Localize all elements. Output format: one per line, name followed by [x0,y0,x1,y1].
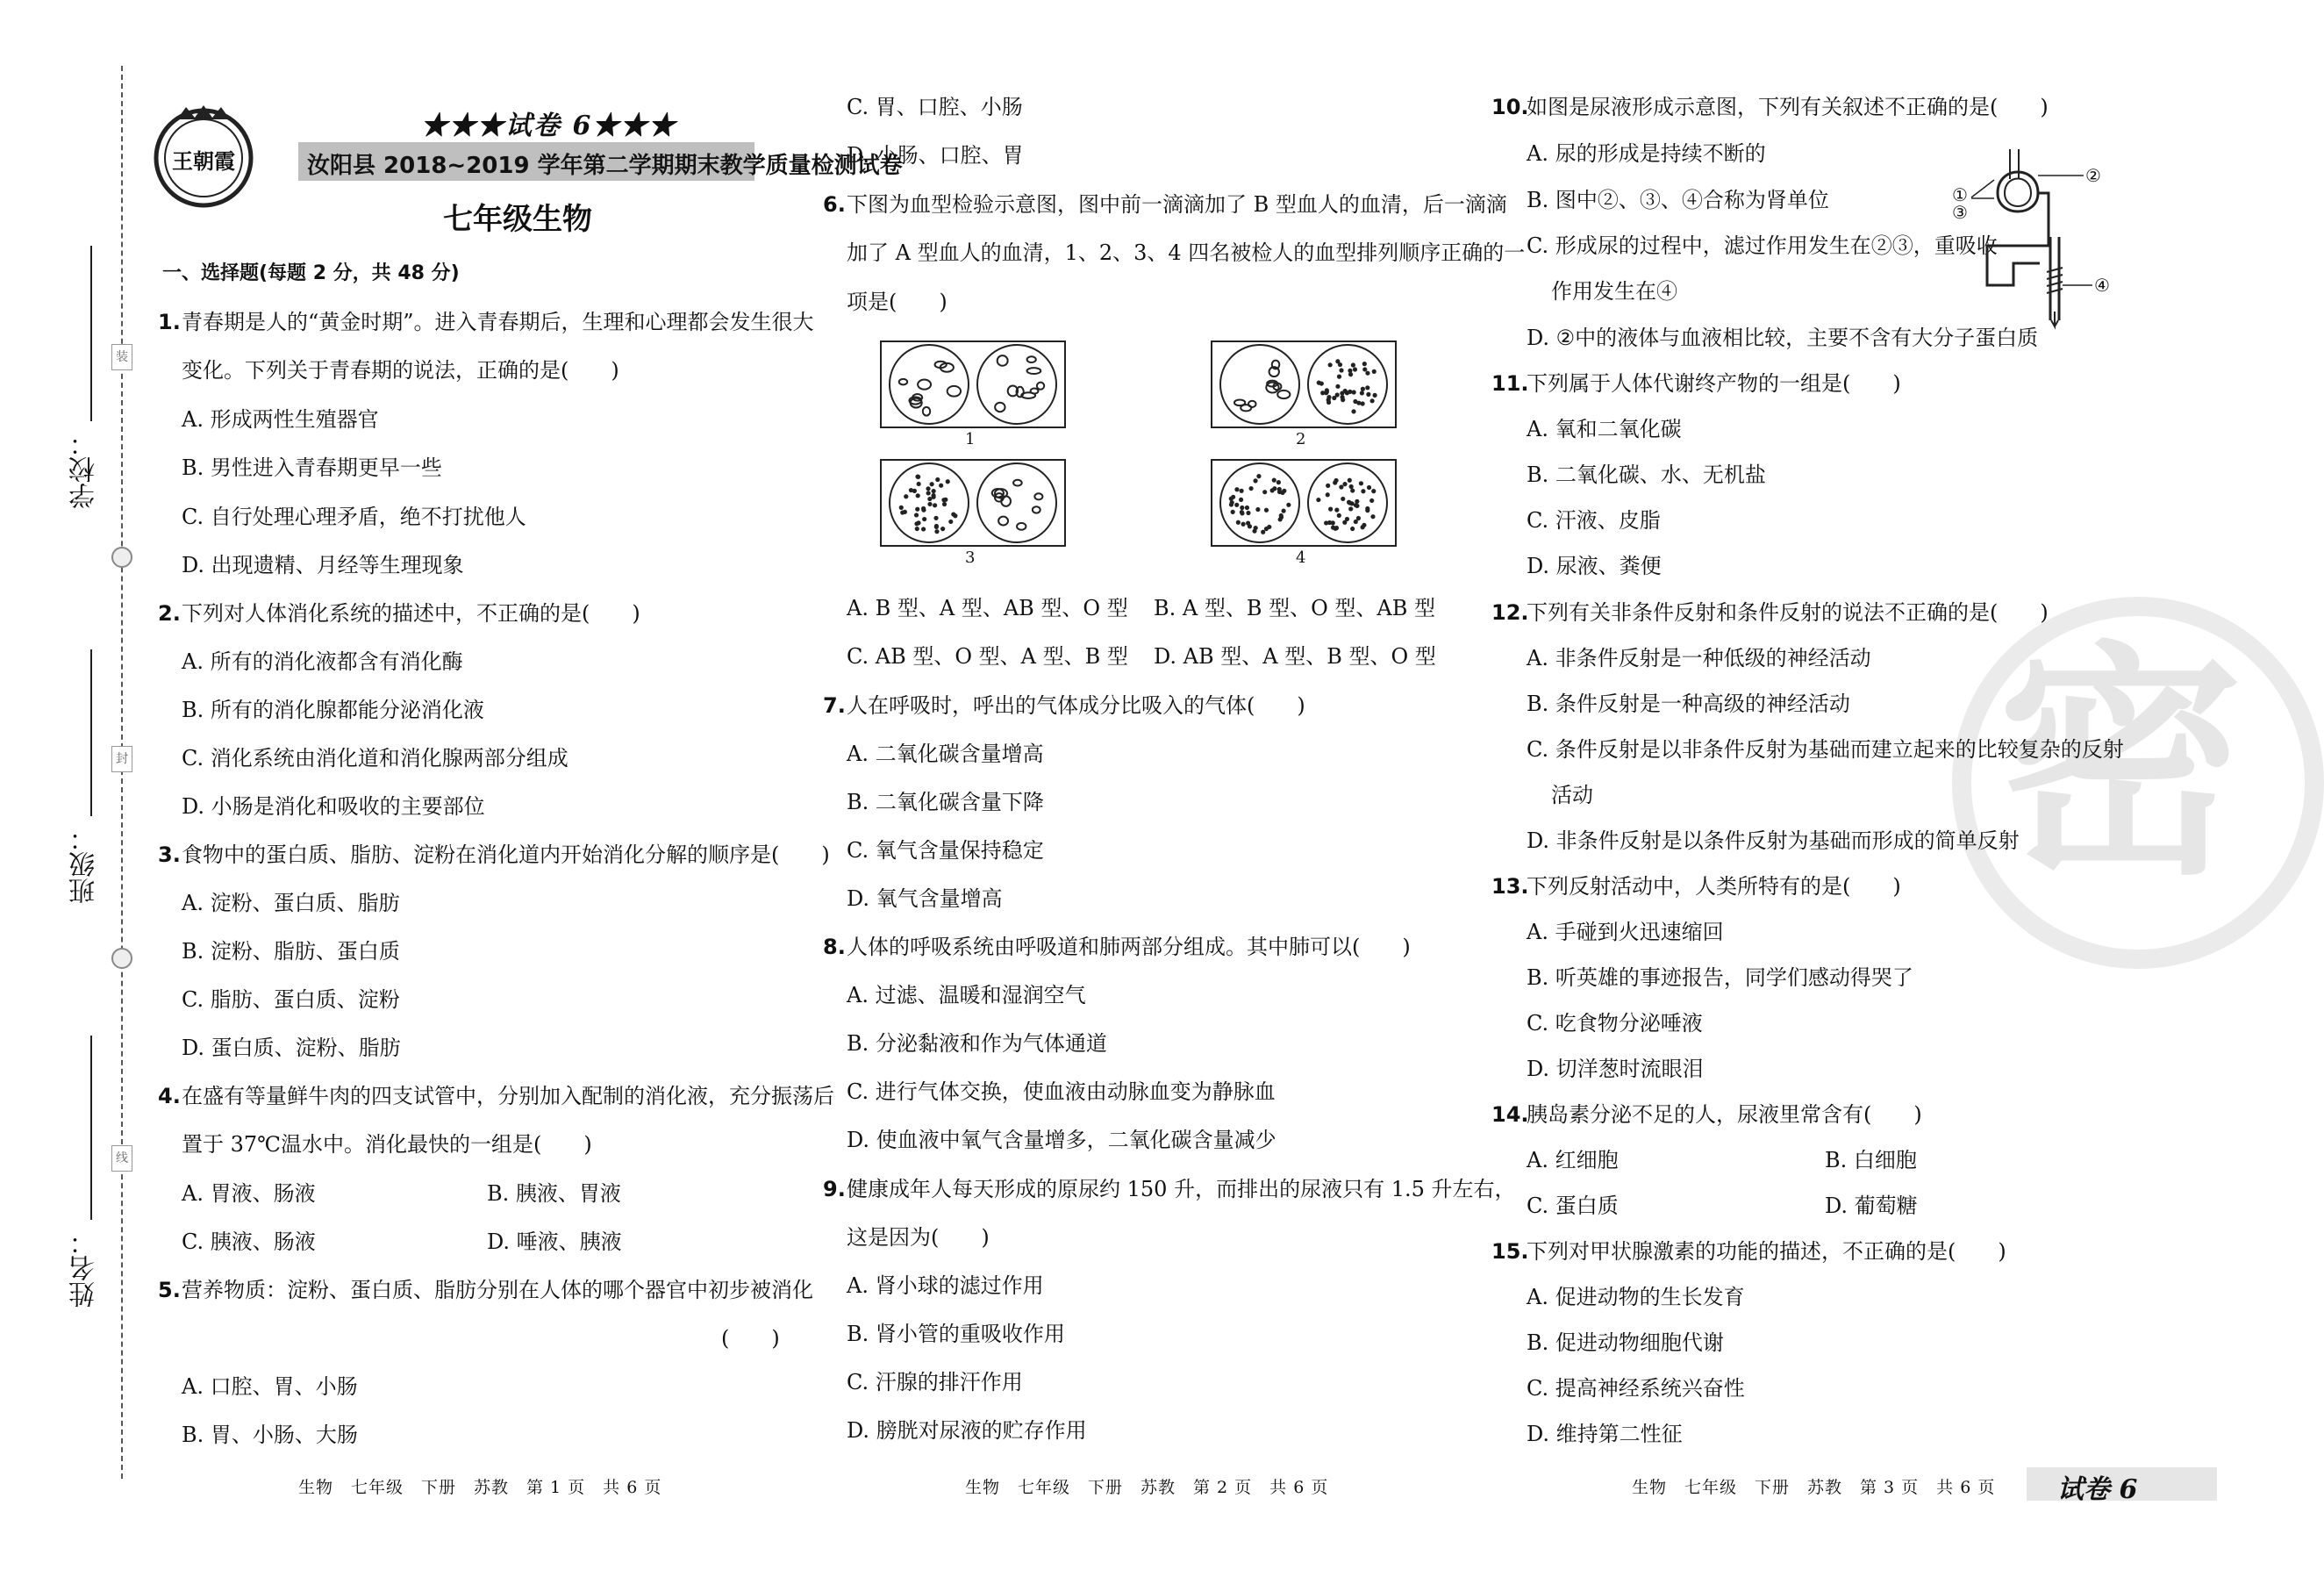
blood-plate-3 [880,459,1066,547]
option-c[interactable]: C. 蛋白质 [1527,1194,1619,1218]
blood-cell [1369,498,1374,503]
question-number: 7. [823,693,846,718]
blood-cell [1367,485,1371,490]
option-c[interactable]: C. 形成尿的过程中，滤过作用发生在②③，重吸收 [1527,233,1998,258]
plate-label-3: 3 [965,548,976,567]
plate-label-1: 1 [965,430,976,448]
blood-cell [939,484,943,488]
option-d[interactable]: D. 小肠是消化和吸收的主要部位 [182,794,485,819]
blood-cell [1240,505,1244,510]
dish [976,462,1057,543]
footer-page-1: 生物 七年级 下册 苏教 第 1 页 共 6 页 [298,1478,662,1497]
school-label: 学校： [69,430,100,509]
blood-cell [947,386,961,397]
option-c-cont: 活动 [1551,783,1593,807]
option-b[interactable]: B. A 型、B 型、O 型、AB 型 [1154,596,1436,620]
question-number: 10. [1491,95,1529,119]
dish [889,462,969,543]
subject-title: 七年级生物 [443,202,592,237]
option-c[interactable]: C. 条件反射是以非条件反射为基础而建立起来的比较复杂的反射 [1527,737,2124,762]
option-d[interactable]: D. 使血液中氧气含量增多，二氧化碳含量减少 [847,1128,1276,1152]
binding-hole-2 [111,948,132,969]
option-a[interactable]: A. 口腔、胃、小肠 [182,1374,358,1399]
question-text: 如图是尿液形成示意图，下列有关叙述不正确的是( ) [1527,95,2049,119]
blood-cell [932,495,936,499]
question-number: 13. [1491,874,1529,899]
blood-cell [1353,399,1357,404]
binding-hole-1 [111,547,132,568]
blood-plate-2 [1211,341,1397,428]
question-text: 变化。下列关于青春期的说法，正确的是( ) [182,358,619,383]
blood-cell [933,503,937,507]
blood-cell [1326,492,1330,497]
blood-cell [1350,527,1355,531]
blood-cell [1037,383,1044,390]
watermark [1952,597,2324,969]
option-b[interactable]: B. 分泌黏液和作为气体通道 [847,1031,1107,1056]
question-text: 下列对甲状腺激素的功能的描述，不正确的是( ) [1527,1239,2006,1264]
blood-cell [1234,503,1239,507]
option-c-cont: 作用发生在④ [1551,279,1677,304]
blood-cell [998,355,1008,366]
blood-cell [1239,498,1243,502]
binding-line [121,66,123,1479]
watermark-char: 密 [1998,622,2243,908]
option-b[interactable]: B. 促进动物细胞代谢 [1527,1330,1724,1355]
option-b[interactable]: B. 淀粉、脂肪、蛋白质 [182,939,400,964]
blood-cell [932,489,936,493]
name-label: 姓名： [69,1229,100,1308]
question-number: 3. [158,842,181,867]
blood-cell [1316,498,1320,502]
option-d[interactable]: D. 小肠、口腔、胃 [847,143,1024,168]
option-b[interactable]: B. 听英雄的事迹报告，同学们感动得哭了 [1527,965,1913,990]
blood-cell [1326,484,1330,488]
option-c[interactable]: C. 胃、口腔、小肠 [847,95,1023,119]
footer-page-2: 生物 七年级 下册 苏教 第 2 页 共 6 页 [965,1478,1329,1497]
name-field[interactable] [66,1036,101,1308]
blood-cell [1234,487,1239,491]
blood-cell [1255,507,1260,512]
question-text: ( ) [721,1326,780,1351]
blood-cell [995,403,1005,412]
blood-cell [900,510,905,514]
blood-cell [914,521,919,526]
option-a[interactable]: A. 氧和二氧化碳 [1527,417,1682,441]
blood-cell [1254,526,1258,530]
blood-cell [951,512,955,516]
question-number: 14. [1491,1102,1529,1127]
blood-cell [1351,362,1355,367]
option-b[interactable]: B. 二氧化碳、水、无机盐 [1527,462,1766,487]
blood-cell [1334,508,1339,513]
blood-cell [1236,520,1241,525]
blood-cell [998,517,1008,526]
question-text: 下列对人体消化系统的描述中，不正确的是( ) [182,601,640,626]
blood-cell [1266,383,1278,393]
blood-cell [921,508,926,513]
option-b[interactable]: B. 肾小管的重吸收作用 [847,1322,1065,1346]
option-c[interactable]: C. 氧气含量保持稳定 [847,838,1044,863]
option-a[interactable]: A. 肾小球的滤过作用 [847,1273,1044,1298]
option-d[interactable]: D. 蛋白质、淀粉、脂肪 [182,1036,401,1060]
exam-title: 汝阳县 2018~2019 学年第二学期期末教学质量检测试卷 [307,153,903,179]
blood-cell [1352,390,1356,394]
blood-cell [1231,510,1235,514]
blood-cell [1341,398,1345,402]
question-text: 下列反射活动中，人类所特有的是( ) [1527,874,1901,899]
blood-cell [1361,401,1365,405]
blood-cell [1248,486,1253,491]
question-number: 6. [823,192,846,217]
blood-cell [1351,409,1355,413]
blood-cell [1331,520,1335,525]
dish [1307,344,1388,425]
blood-cell [1267,525,1271,529]
question-text: 置于 37℃温水中。消化最快的一组是( ) [182,1132,592,1157]
option-d[interactable]: D. 膀胱对尿液的贮存作用 [847,1418,1087,1443]
blood-cell [1270,488,1275,492]
option-c[interactable]: C. 进行气体交换，使血液由动脉血变为静脉血 [847,1079,1276,1104]
blood-cell [926,486,930,491]
option-a[interactable]: A. 二氧化碳含量增高 [847,742,1044,766]
option-a[interactable]: A. 形成两性生殖器官 [182,407,379,432]
blood-cell [926,491,931,495]
blood-cell [915,527,919,531]
question-text: 在盛有等量鲜牛肉的四支试管中，分别加入配制的消化液，充分振荡后 [182,1084,834,1108]
option-b[interactable]: B. 条件反射是一种高级的神经活动 [1527,692,1850,716]
blood-cell [1348,506,1353,511]
blood-cell [1372,369,1377,374]
option-d[interactable]: D. AB 型、A 型、B 型、O 型 [1154,644,1436,669]
blood-cell [921,527,926,531]
blood-cell [1345,517,1349,521]
dispersed-cells-icon [1309,346,1386,423]
blood-cell [1280,491,1284,495]
dish [1219,462,1300,543]
blood-cell [899,379,907,385]
blood-cell [1361,387,1365,391]
diagram-label-4: ④ [2094,275,2110,296]
blood-cell [935,477,940,482]
blood-cell [1320,391,1325,395]
blood-cell [1370,398,1375,403]
blood-cell [1240,489,1244,493]
blood-plate-4 [1211,459,1397,547]
option-c[interactable]: C. AB 型、O 型、A 型、B 型 [847,644,1128,669]
question-number: 8. [823,935,846,959]
blood-cell [922,517,926,521]
blood-cell [899,505,904,510]
blood-cell [914,513,919,517]
seal-char-1: 装 [111,344,132,370]
question-number: 11. [1491,371,1529,396]
blood-cell [1277,391,1290,398]
blood-cell [1372,393,1377,398]
option-d[interactable]: D. 出现遗精、月经等生理现象 [182,553,464,577]
question-number: 12. [1491,600,1529,625]
question-text: 人体的呼吸系统由呼吸道和肺两部分组成。其中肺可以( ) [847,935,1411,959]
option-d[interactable]: D. 维持第二性征 [1527,1422,1683,1446]
blood-cell [1272,478,1276,483]
option-a[interactable]: A. 红细胞 [1527,1148,1619,1172]
blood-cell [1241,522,1246,527]
option-d[interactable]: D. 唾液、胰液 [487,1229,622,1254]
question-text: 下列属于人体代谢终产物的一组是( ) [1527,371,1901,396]
blood-cell [1370,514,1375,519]
blood-cell [1279,515,1284,520]
seal-char-3: 线 [111,1145,132,1172]
blood-cell [927,502,932,506]
question-text: 下图为血型检验示意图，图中前一滴滴加了 B 型血人的血清，后一滴滴 [847,192,1507,217]
blood-cell [1229,497,1234,501]
blood-cell [1343,389,1348,393]
option-b[interactable]: B. 图中②、③、④合称为肾单位 [1527,188,1829,212]
option-a[interactable]: A. 过滤、温暖和湿润空气 [847,983,1086,1007]
option-b[interactable]: B. 所有的消化腺都能分泌消化液 [182,698,484,722]
blood-cell [1248,524,1252,528]
question-number: 9. [823,1177,846,1201]
blood-cell [1256,474,1261,478]
question-text: 青春期是人的“黄金时期”。进入青春期后，生理和心理都会发生很大 [182,310,814,334]
nephron-diagram [1952,140,2127,329]
blood-cell [942,502,947,506]
blood-cell [1335,392,1340,397]
blood-cell [1355,504,1359,508]
question-text: 胰岛素分泌不足的人，尿液里常含有( ) [1527,1102,1922,1127]
blood-cell [1339,484,1343,489]
option-d[interactable]: D. 葡萄糖 [1825,1194,1918,1218]
question-text: 营养物质：淀粉、蛋白质、脂肪分别在人体的哪个器官中初步被消化 [182,1278,813,1302]
dispersed-cells-icon [1221,464,1298,541]
question-text: 人在呼吸时，呼出的气体成分比吸入的气体( ) [847,693,1305,718]
blood-cell [1342,482,1347,486]
blood-cell [1365,506,1369,511]
question-text: 项是( ) [847,290,947,314]
option-c[interactable]: C. 胰液、肠液 [182,1229,316,1254]
blood-cell [934,525,939,529]
option-d[interactable]: D. 尿液、粪便 [1527,554,1662,578]
dish [889,344,969,425]
diagram-label-3: ③ [1952,202,1968,223]
option-a[interactable]: A. 手碰到火迅速缩回 [1527,920,1724,944]
blood-cell [930,482,934,486]
class-field[interactable] [66,649,101,913]
paper-badge: ★★★试卷 6★★★ [421,111,677,141]
blood-cell [1365,385,1369,390]
question-number: 5. [158,1278,181,1302]
blood-cell [1362,367,1367,371]
option-b[interactable]: B. 男性进入青春期更早一些 [182,455,442,480]
blood-cell [1286,503,1291,507]
blood-cell [943,498,947,502]
blood-cell [904,494,908,498]
agglutinated-cells-icon [978,464,1055,541]
option-a[interactable]: A. 淀粉、蛋白质、脂肪 [182,891,400,915]
blood-cell [1262,490,1267,494]
option-c[interactable]: C. 脂肪、蛋白质、淀粉 [182,987,400,1012]
diagram-label-1: ① [1952,184,1968,205]
option-a[interactable]: A. 胃液、肠液 [182,1181,316,1206]
blood-cell [1348,478,1352,483]
option-d[interactable]: D. 氧气含量增高 [847,886,1003,911]
blood-cell [1348,369,1352,373]
logo [151,104,256,209]
logo-text: 王朝霞 [172,148,235,174]
blood-cell [940,527,945,531]
blood-cell [1281,509,1285,513]
blood-cell [916,493,920,498]
blood-cell [1264,508,1269,513]
blood-cell [946,479,950,484]
blood-cell [1349,501,1354,505]
option-a[interactable]: A. 所有的消化液都含有消化酶 [182,649,463,674]
nephron-icon [1952,140,2127,329]
question-text: 食物中的蛋白质、脂肪、淀粉在消化道内开始消化分解的顺序是( ) [182,842,830,867]
question-number: 15. [1491,1239,1529,1264]
diagram-label-2: ② [2085,165,2101,186]
blood-cell [1229,502,1234,506]
blood-cell [1337,513,1341,518]
blood-cell [1034,493,1042,499]
blood-cell [1027,356,1036,362]
option-b[interactable]: B. 白细胞 [1825,1148,1917,1172]
blood-cell [1325,390,1329,394]
footer-badge: 试卷 6 [2057,1474,2138,1505]
blood-cell [918,380,931,390]
blood-cell [1334,526,1339,530]
agglutinated-cells-icon [890,346,968,423]
blood-cell [948,520,953,524]
option-c[interactable]: C. 自行处理心理矛盾，绝不打扰他人 [182,505,526,529]
blood-cell [1017,523,1026,530]
question-text: 加了 A 型血人的血清，1、2、3、4 四名被检人的血型排列顺序正确的一 [847,240,1526,265]
question-text: 健康成年人每天形成的原尿约 150 升，而排出的尿液只有 1.5 升左右， [847,1177,1516,1201]
blood-cell [1361,525,1365,529]
option-d[interactable]: D. ②中的液体与血液相比较，主要不含有大分子蛋白质 [1527,326,2039,350]
blood-cell [1341,497,1345,501]
blood-cell [1261,530,1265,534]
blood-cell [1366,392,1370,397]
dish [1307,462,1388,543]
blood-cell [1246,511,1250,515]
option-c[interactable]: C. 汗液、皮脂 [1527,508,1661,533]
option-a[interactable]: A. 非条件反射是一种低级的神经活动 [1527,646,1871,670]
dispersed-cells-icon [1309,464,1386,541]
blood-cell [1360,391,1364,395]
option-c[interactable]: C. 消化系统由消化道和消化腺两部分组成 [182,746,568,771]
blood-cell [915,475,919,479]
option-a[interactable]: A. B 型、A 型、AB 型、O 型 [847,596,1128,620]
blood-cell [917,482,921,486]
plate-label-2: 2 [1296,430,1306,448]
blood-cell [1365,371,1369,376]
option-a[interactable]: A. 促进动物的生长发育 [1527,1285,1745,1309]
blood-cell [1349,484,1354,489]
blood-cell [1248,401,1255,407]
question-number: 2. [158,601,181,626]
option-d[interactable]: D. 非条件反射是以条件反射为基础而形成的简单反射 [1527,828,2020,853]
blood-cell [934,529,939,534]
blood-cell [1334,478,1338,483]
blood-cell [1335,384,1340,389]
agglutinated-cells-icon [1221,346,1298,423]
dish [976,344,1057,425]
blood-cell [1328,362,1333,367]
blood-cell [909,488,913,492]
question-text: 下列有关非条件反射和条件反射的说法不正确的是( ) [1527,600,2049,625]
question-number: 4. [158,1084,181,1108]
dispersed-cells-icon [890,464,968,541]
blood-cell [933,516,938,520]
blood-cell [1350,488,1355,492]
blood-cell [1339,368,1343,372]
blood-cell [1362,362,1367,366]
dish [1219,344,1300,425]
option-c[interactable]: C. 汗腺的排汗作用 [847,1370,1023,1394]
footer-page-3: 生物 七年级 下册 苏教 第 3 页 共 6 页 [1632,1478,1996,1497]
blood-cell [1361,489,1365,493]
blood-cell [1356,516,1361,520]
blood-cell [1033,506,1040,513]
option-a[interactable]: A. 尿的形成是持续不断的 [1527,141,1766,166]
blood-cell [1027,368,1041,374]
agglutinated-cells-icon [978,346,1055,423]
blood-cell [1013,480,1022,486]
blood-cell [1338,362,1342,367]
blood-cell [1359,481,1363,485]
option-b[interactable]: B. 胰液、胃液 [487,1181,621,1206]
blood-cell [1353,367,1357,371]
section-1-title: 一、选择题(每题 2 分，共 48 分) [162,262,460,284]
blood-cell [1328,507,1333,512]
class-label: 班级： [69,825,100,904]
blood-cell [1277,487,1282,491]
blood-cell [1240,511,1244,515]
option-b[interactable]: B. 胃、小肠、大肠 [182,1423,358,1447]
blood-cell [923,407,930,416]
blood-cell [1326,395,1331,399]
blood-cell [1245,505,1249,510]
blood-cell [1276,480,1281,484]
option-d[interactable]: D. 切洋葱时流眼泪 [1527,1057,1704,1081]
blood-cell [1371,489,1376,493]
school-field[interactable] [66,246,101,518]
blood-cell [1355,499,1359,504]
question-number: 1. [158,310,181,334]
question-text: 这是因为( ) [847,1225,990,1250]
blood-cell [1031,389,1039,394]
option-c[interactable]: C. 提高神经系统兴奋性 [1527,1376,1745,1401]
seal-char-2: 封 [111,746,132,772]
option-b[interactable]: B. 二氧化碳含量下降 [847,790,1044,814]
option-c[interactable]: C. 吃食物分泌唾液 [1527,1011,1703,1036]
blood-plate-1 [880,341,1066,428]
blood-cell [915,507,919,512]
blood-cell [1253,478,1257,483]
blood-cell [1319,381,1324,385]
blood-cell [1337,375,1341,379]
plate-label-4: 4 [1296,548,1306,567]
